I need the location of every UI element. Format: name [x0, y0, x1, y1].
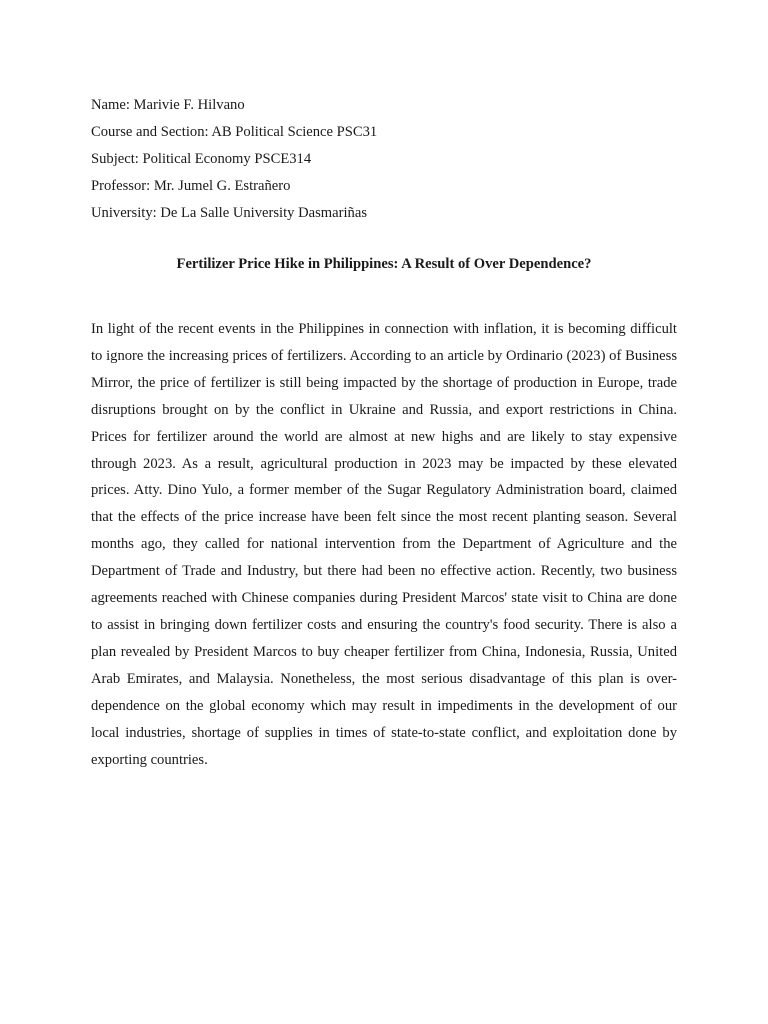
professor: Professor: Mr. Jumel G. Estrañero: [91, 178, 291, 194]
author-info-block: [91, 92, 691, 227]
subject: Subject: Political Economy PSCE314: [91, 151, 312, 167]
document-title: Fertilizer Price Hike in Philippines: A Result of Over Dependence?: [176, 256, 592, 272]
university: University: De La Salle University Dasmariñas: [91, 205, 367, 221]
author-name: Name: Marivie F. Hilvano: [91, 97, 245, 113]
body-paragraph: In light of the recent events in the Philippines in connection with inflation, it is becoming difficult to ignore the increasing prices of fertilizers. According to an article by Ordinario (2023) of Business Mirror, the price of fertilizer is still being impacted by the shortage of production in Europe, trade disruptions brought on by the conflict in Ukraine and Russia, and export restrictions in China. Prices for fertilizer around the world are almost at new highs and are likely to stay expensive through 2023. As a result, agricultural production in 2023 may be impacted by these elevated prices. Atty. Dino Yulo, a former member of the Sugar Regulatory Administration board, claimed that the effects of the price increase have been felt since the most recent planting season. Several months ago, they called for national intervention from the Department of Agriculture and the Department of Trade and Industry, but there had been no effective action. Recently, two business agreements reached with Chinese companies during President Marcos' state visit to China are done to assist in bringing down fertilizer costs and ensuring the country's food security. There is also a plan revealed by President Marcos to buy cheaper fertilizer from China, Indonesia, Russia, United Arab Emirates, and Malaysia. Nonetheless, the most serious disadvantage of this plan is over-dependence on the global economy which may result in impediments in the development of our local industries, shortage of supplies in times of state-to-state conflict, and exploitation done by exporting countries.: [91, 321, 677, 768]
course-section: Course and Section: AB Political Science PSC31: [91, 124, 378, 140]
